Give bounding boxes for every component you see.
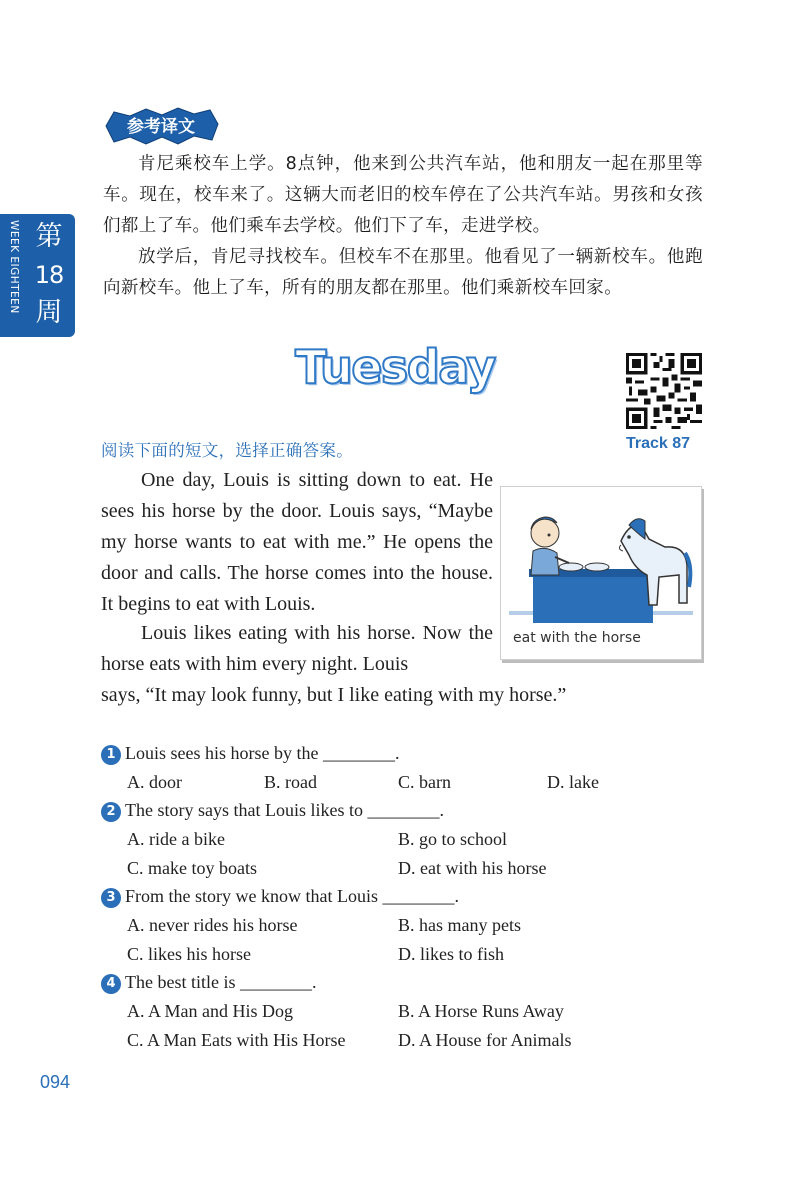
question-number-badge: 1 bbox=[101, 745, 121, 765]
story-paragraph-2: Louis likes eating with his horse. Now the horse eats with him every night. Louis bbox=[101, 622, 493, 675]
translation-paragraph-1: 肯尼乘校车上学。8点钟，他来到公共汽车站，他和朋友一起在那里等车。现在，校车来了。这辆大而老旧的校车停在了公共汽车站。男孩和女孩们都上了车。他们乘车去学校。他们下了车，走进学校。 bbox=[103, 154, 703, 236]
week-tab-di: 第 bbox=[35, 221, 63, 252]
q2-option-a[interactable]: A. ride a bike bbox=[127, 829, 225, 849]
q1-option-d[interactable]: D. lake bbox=[547, 772, 599, 792]
illustration-card bbox=[500, 486, 702, 660]
week-tab-chinese bbox=[26, 218, 72, 332]
week-tab-english: WEEK EIGHTEEN bbox=[8, 220, 20, 314]
q3-option-c[interactable]: C. likes his horse bbox=[127, 944, 251, 964]
question-1-text: Louis sees his horse by the ________. bbox=[125, 743, 400, 763]
week-tab bbox=[0, 214, 75, 337]
boy-and-horse-illustration bbox=[509, 495, 693, 625]
q4-option-b[interactable]: B. A Horse Runs Away bbox=[398, 1001, 564, 1021]
q4-option-d[interactable]: D. A House for Animals bbox=[398, 1030, 572, 1050]
translation-paragraph-2: 放学后，肯尼寻找校车。但校车不在那里。他看见了一辆新校车。他跑向新校车。他上了车，所有的朋友都在那里。他们乘新校车回家。 bbox=[103, 247, 703, 298]
q1-option-a[interactable]: A. door bbox=[127, 772, 182, 792]
illustration-caption: eat with the horse bbox=[513, 630, 641, 646]
question-4-text: The best title is ________. bbox=[125, 972, 317, 992]
qr-code-icon[interactable] bbox=[626, 353, 702, 429]
q1-option-b[interactable]: B. road bbox=[264, 772, 317, 792]
q4-option-a[interactable]: A. A Man and His Dog bbox=[127, 1001, 293, 1021]
question-1 bbox=[101, 743, 399, 765]
day-title: Tuesday bbox=[295, 340, 495, 394]
question-4 bbox=[101, 972, 316, 994]
page-number: 094 bbox=[40, 1072, 71, 1092]
q4-option-c[interactable]: C. A Man Eats with His Horse bbox=[127, 1030, 346, 1050]
q2-option-b[interactable]: B. go to school bbox=[398, 829, 508, 849]
question-3-text: From the story we know that Louis ________. bbox=[125, 886, 459, 906]
q3-option-a[interactable]: A. never rides his horse bbox=[127, 915, 298, 935]
q2-option-d[interactable]: D. eat with his horse bbox=[398, 858, 547, 878]
q3-option-b[interactable]: B. has many pets bbox=[398, 915, 521, 935]
q1-option-c[interactable]: C. barn bbox=[398, 772, 451, 792]
story-paragraph-1: One day, Louis is sitting down to eat. He sees his horse by the door. Louis says, “Maybe my horse wants to eat with me.” He opens the door and calls. The horse comes into the house. It begins to eat with Louis. bbox=[101, 469, 493, 615]
badge-text: 参考译文 bbox=[127, 117, 195, 137]
question-2 bbox=[101, 800, 444, 822]
reference-translation-badge bbox=[100, 106, 222, 146]
question-number-badge: 2 bbox=[101, 802, 121, 822]
question-number-badge: 3 bbox=[101, 888, 121, 908]
question-number-badge: 4 bbox=[101, 974, 121, 994]
question-2-text: The story says that Louis likes to ________. bbox=[125, 800, 444, 820]
instruction: 阅读下面的短文，选择正确答案。 bbox=[101, 441, 353, 460]
question-3 bbox=[101, 886, 459, 908]
q3-option-d[interactable]: D. likes to fish bbox=[398, 944, 504, 964]
week-tab-number: 18 bbox=[34, 261, 64, 289]
track-label: Track 87 bbox=[626, 435, 691, 452]
story-paragraph-2-end: says, “It may look funny, but I like eating with my horse.” bbox=[101, 684, 567, 706]
q2-option-c[interactable]: C. make toy boats bbox=[127, 858, 257, 878]
week-tab-zhou: 周 bbox=[35, 297, 63, 328]
